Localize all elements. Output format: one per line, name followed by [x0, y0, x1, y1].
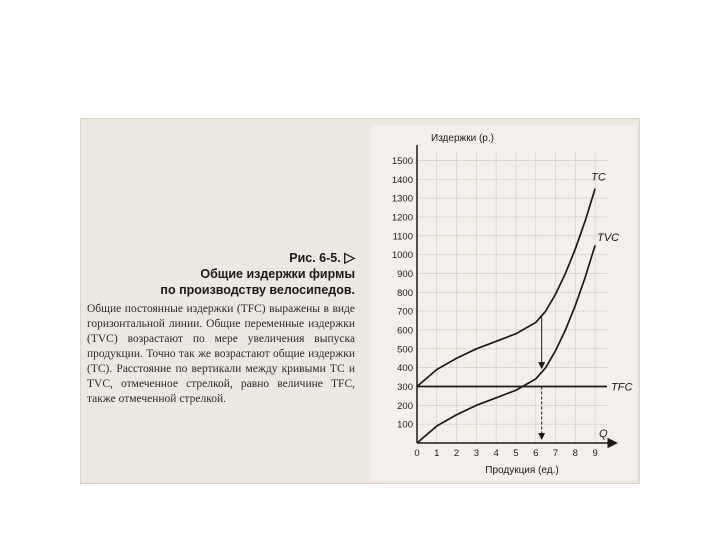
cost-chart-panel: [371, 125, 637, 481]
figure-number: Рис. 6-5.: [289, 251, 341, 265]
series-line-tvc: [417, 245, 595, 443]
y-tick-label: 1400: [391, 174, 413, 186]
series-label-tvc: TVC: [597, 232, 620, 245]
figure-heading: [87, 249, 355, 298]
triangle-marker-icon: ▷: [344, 249, 355, 265]
y-tick-label: 1000: [391, 250, 413, 262]
x-tick-label: 4: [493, 448, 499, 459]
y-tick-label: 800: [397, 287, 413, 299]
x-tick-label: 9: [592, 448, 598, 459]
figure-caption: Общие постоянные издержки (TFC) выражены в виде горизонтальной линии. Общие переменные издержки (TVC) возрастают по мере увеличения выпуска продукции. Точно так же возрастают общие издержки (TC). Расстояние по вертикали между кривыми TC и TVC, отмеченное стрелкой, равно величине TFC, также отмеченной стрелкой.: [87, 303, 355, 405]
series-line-tc: [417, 189, 595, 387]
y-axis-label: Издержки (р.): [431, 133, 494, 144]
x-tick-label: 8: [572, 448, 578, 459]
y-tick-label: 1500: [391, 155, 413, 167]
y-tick-label: 1200: [391, 212, 413, 224]
y-tick-label: 900: [397, 268, 413, 280]
series-label-tc: TC: [591, 171, 606, 184]
tick-labels: [392, 156, 598, 459]
x-tick-label: 2: [453, 448, 460, 459]
series-label-tfc: TFC: [611, 381, 633, 394]
x-tick-label: 3: [473, 448, 480, 459]
y-tick-label: 300: [397, 381, 413, 393]
x-tick-label: 5: [513, 448, 519, 459]
y-tick-label: 200: [397, 400, 413, 412]
x-tick-label: 0: [414, 448, 420, 459]
figure-text-block: [87, 249, 355, 407]
figure-title-line: Общие издержки фирмы: [200, 267, 355, 281]
x-tick-label: 7: [552, 448, 559, 459]
figure-title-line: по производству велосипедов.: [160, 283, 355, 297]
y-tick-label: 500: [397, 344, 413, 356]
y-tick-label: 700: [397, 306, 413, 318]
x-tick-label: 6: [533, 448, 539, 459]
y-tick-label: 400: [397, 363, 413, 375]
y-tick-label: 100: [397, 419, 413, 431]
y-tick-label: 1300: [391, 193, 413, 205]
series-lines: [417, 172, 632, 443]
y-tick-label: 600: [397, 325, 413, 337]
x-tick-label: 1: [434, 448, 440, 459]
y-tick-label: 1100: [392, 231, 413, 243]
cost-chart: [371, 125, 637, 481]
x-axis-end-label: Q: [599, 428, 608, 440]
scanned-page: [80, 118, 640, 484]
x-axis-label: Продукция (ед.): [485, 465, 559, 476]
